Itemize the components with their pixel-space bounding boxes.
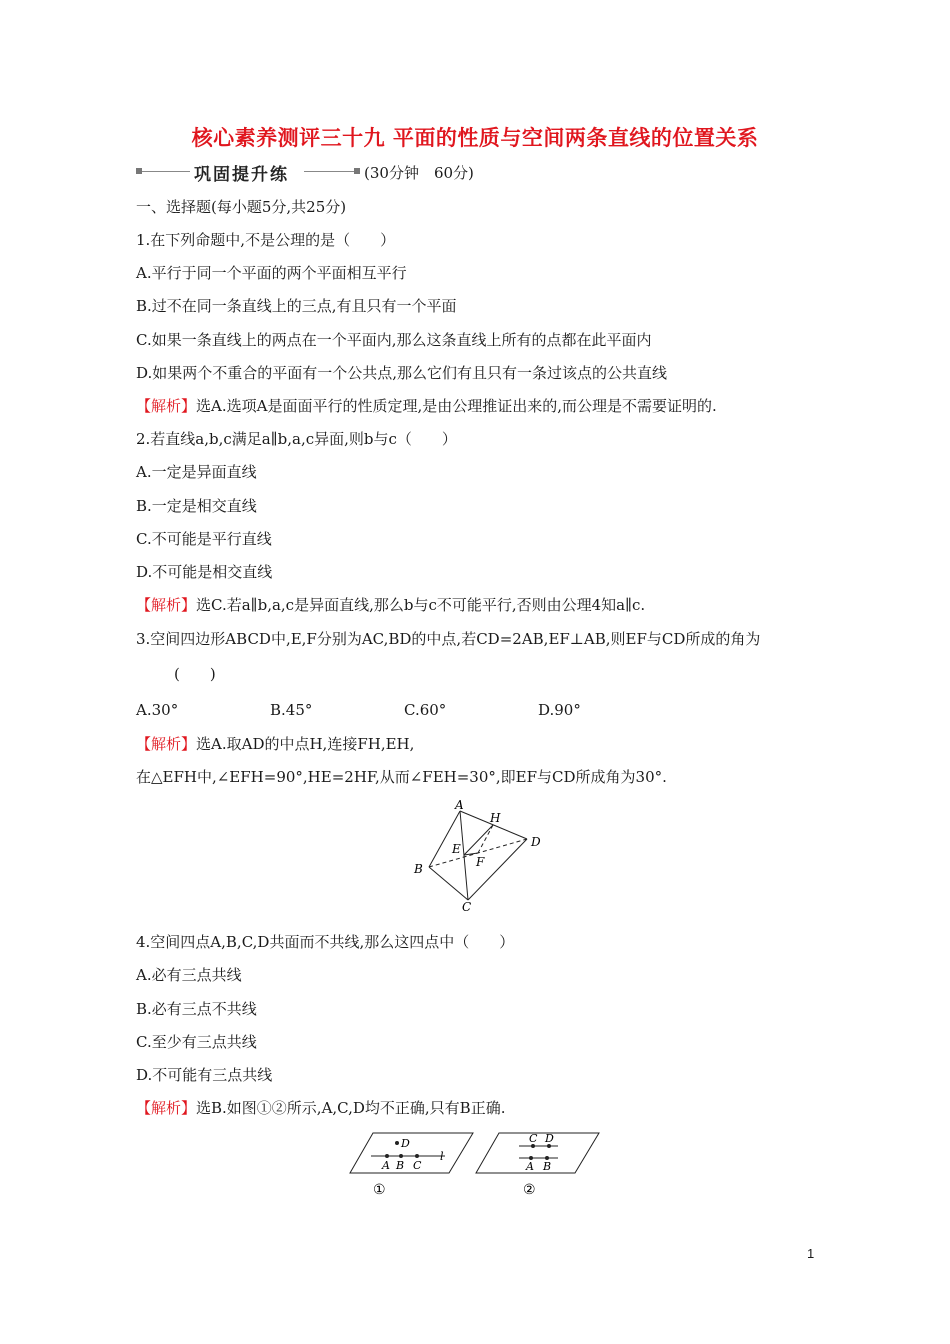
- q4-option-a: A.必有三点共线: [136, 966, 242, 984]
- section-label: 巩固提升练: [194, 165, 289, 185]
- analysis-tag: 【解析】: [136, 596, 197, 614]
- q3-analysis: [136, 734, 414, 754]
- banner-dot-right: [354, 168, 360, 174]
- q3-option-a: A.30°: [136, 701, 179, 719]
- plane-2: [476, 1133, 599, 1173]
- banner-line-left: [142, 171, 190, 172]
- q2-option-b: B.一定是相交直线: [136, 497, 257, 515]
- q3-option-b: B.45°: [270, 701, 313, 719]
- analysis-text: 选A.选项A是面面平行的性质定理,是由公理推证出来的,而公理是不需要证明的.: [196, 397, 717, 415]
- label-C-2: C: [529, 1132, 538, 1145]
- q1-option-c: C.如果一条直线上的两点在一个平面内,那么这条直线上所有的点都在此平面内: [136, 331, 652, 349]
- page-title: 核心素养测评三十九 平面的性质与空间两条直线的位置关系: [191, 126, 759, 150]
- label-D-1: D: [401, 1137, 410, 1150]
- section-banner: [136, 158, 536, 188]
- plane-1: [350, 1133, 473, 1173]
- q4-stem: 4.空间四点A,B,C,D共面而不共线,那么这四点中（ ）: [136, 933, 515, 951]
- plane-figures: [345, 1128, 610, 1200]
- label-H: H: [490, 811, 501, 825]
- q3-option-c: C.60°: [404, 701, 447, 719]
- q2-analysis: [136, 595, 645, 615]
- q1-option-d: D.如果两个不重合的平面有一个公共点,那么它们有且只有一条过该点的公共直线: [136, 364, 668, 382]
- caption-2: ②: [523, 1182, 536, 1198]
- label-l: l: [440, 1150, 444, 1163]
- point-C-1: [415, 1154, 419, 1158]
- point-A-1: [385, 1154, 389, 1158]
- q3-option-d: D.90°: [538, 701, 581, 719]
- label-B: B: [414, 862, 423, 876]
- q1-option-b: B.过不在同一条直线上的三点,有且只有一个平面: [136, 297, 457, 315]
- analysis-text: 选A.取AD的中点H,连接FH,EH,: [196, 735, 415, 753]
- label-B-1: B: [396, 1159, 405, 1172]
- q2-option-c: C.不可能是平行直线: [136, 530, 272, 548]
- q4-option-b: B.必有三点不共线: [136, 1000, 257, 1018]
- q3-paren: ( ): [174, 665, 216, 683]
- caption-1: ①: [373, 1182, 386, 1198]
- q4-analysis: [136, 1098, 505, 1118]
- label-F: F: [476, 855, 485, 869]
- q2-option-a: A.一定是异面直线: [136, 463, 257, 481]
- label-A-2: A: [526, 1160, 534, 1173]
- section-time: (30分钟 60分): [364, 164, 474, 182]
- q1-stem: 1.在下列命题中,不是公理的是（ ）: [136, 231, 396, 249]
- analysis-text: 选B.如图①②所示,A,C,D均不正确,只有B正确.: [196, 1099, 506, 1117]
- point-D-1: [395, 1141, 399, 1145]
- q2-stem: 2.若直线a,b,c满足a∥b,a,c异面,则b与c（ ）: [136, 430, 457, 448]
- page-number: 1: [807, 1246, 815, 1261]
- tetrahedron-figure: [405, 797, 555, 912]
- label-C: C: [462, 900, 472, 912]
- label-A: A: [455, 798, 464, 812]
- label-A-1: A: [382, 1159, 390, 1172]
- analysis-tag: 【解析】: [136, 1099, 197, 1117]
- label-B-2: B: [543, 1160, 552, 1173]
- banner-line-right: [304, 171, 356, 172]
- label-C-1: C: [413, 1159, 422, 1172]
- q4-option-d: D.不可能有三点共线: [136, 1066, 273, 1084]
- q1-analysis: [136, 396, 717, 416]
- analysis-tag: 【解析】: [136, 735, 197, 753]
- point-B-1: [399, 1154, 403, 1158]
- label-E: E: [452, 842, 461, 856]
- q3-analysis-2: 在△EFH中,∠EFH=90°,HE=2HF,从而∠FEH=30°,即EF与CD所成角为30°.: [136, 768, 667, 786]
- q4-option-c: C.至少有三点共线: [136, 1033, 257, 1051]
- q3-stem: 3.空间四边形ABCD中,E,F分别为AC,BD的中点,若CD=2AB,EF⊥AB,则EF与CD所成的角为: [136, 630, 761, 648]
- analysis-tag: 【解析】: [136, 397, 197, 415]
- part-heading: 一、选择题(每小题5分,共25分): [136, 198, 347, 216]
- q2-option-d: D.不可能是相交直线: [136, 563, 273, 581]
- analysis-text: 选C.若a∥b,a,c是异面直线,那么b与c不可能平行,否则由公理4知a∥c.: [196, 596, 646, 614]
- q1-option-a: A.平行于同一个平面的两个平面相互平行: [136, 264, 407, 282]
- label-D-2: D: [545, 1132, 554, 1145]
- label-D: D: [531, 835, 541, 849]
